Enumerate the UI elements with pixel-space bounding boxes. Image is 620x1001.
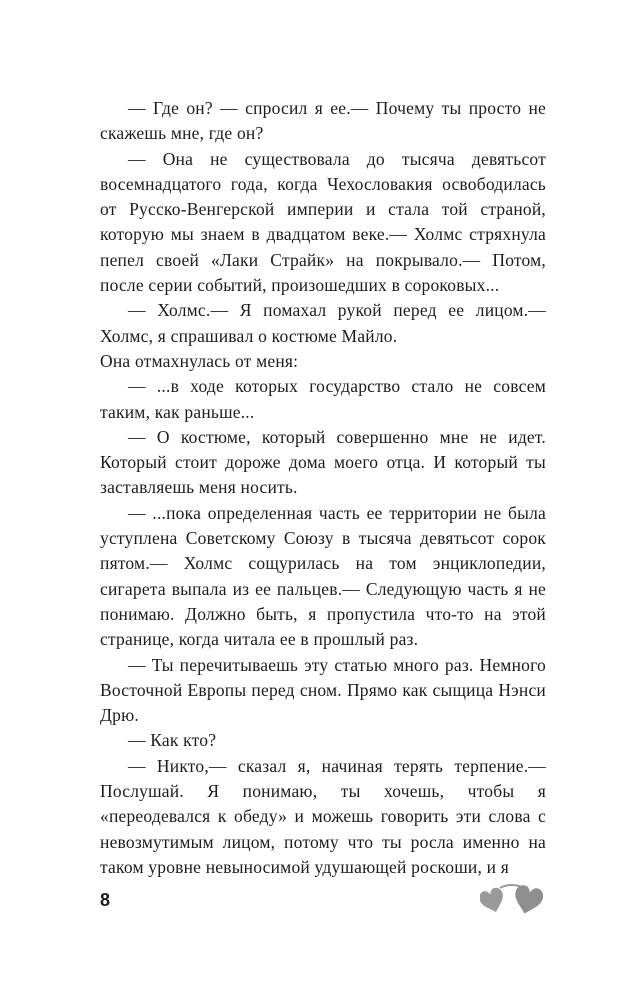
page-footer	[100, 882, 546, 918]
paragraph: — Она не существовала до тысяча девятьсот восемнадцатого года, когда Чехословакия освободилась от Русско-Венгерской империи и стала той страной, которую мы знаем в двадцатом веке.— Холмс стряхнула пепел своей «Лаки Страйк» на покрывало.— Потом, после серии событий, произошедших в сороковых...	[100, 148, 546, 296]
paragraph: — Как кто?	[128, 730, 217, 751]
paragraph: — Ты перечитываешь эту статью много раз. Немного Восточной Европы перед сном. Прямо как сыщица Нэнси Дрю.	[100, 654, 546, 726]
paragraph: — ...в ходе которых государство стало не совсем таким, как раньше...	[100, 376, 546, 422]
page-text	[100, 96, 546, 880]
page-number: 8	[100, 889, 111, 910]
paragraph: — О костюме, который совершенно мне не идет. Который стоит дороже дома моего отца. И который ты заставляешь меня носить.	[100, 426, 546, 498]
paragraph: — Никто,— сказал я, начиная терять терпение.— Послушай. Я понимаю, ты хочешь, чтобы я «переодевался к обеду» и можешь говорить эти слова с невозмутимым лицом, потому что ты росла именно на таком уровне невыносимой удушающей роскоши, и я	[100, 755, 546, 877]
paragraph: Она отмахнулась от меня:	[100, 350, 299, 371]
paragraph: — ...пока определенная часть ее территории не была уступлена Советскому Союзу в тысяча девятьсот сорок пятом.— Холмс сощурилась на том энциклопедии, сигарета выпала из ее пальцев.— Следующую часть я не понимаю. Должно быть, я пропустила что-то на этой странице, когда читала ее в прошлый раз.	[100, 502, 546, 650]
ivy-leaves-icon	[480, 882, 546, 918]
paragraph: — Где он? — спросил я ее.— Почему ты просто не скажешь мне, где он?	[100, 98, 546, 144]
paragraph: — Холмс.— Я помахал рукой перед ее лицом.— Холмс, я спрашивал о костюме Майло.	[100, 300, 546, 346]
